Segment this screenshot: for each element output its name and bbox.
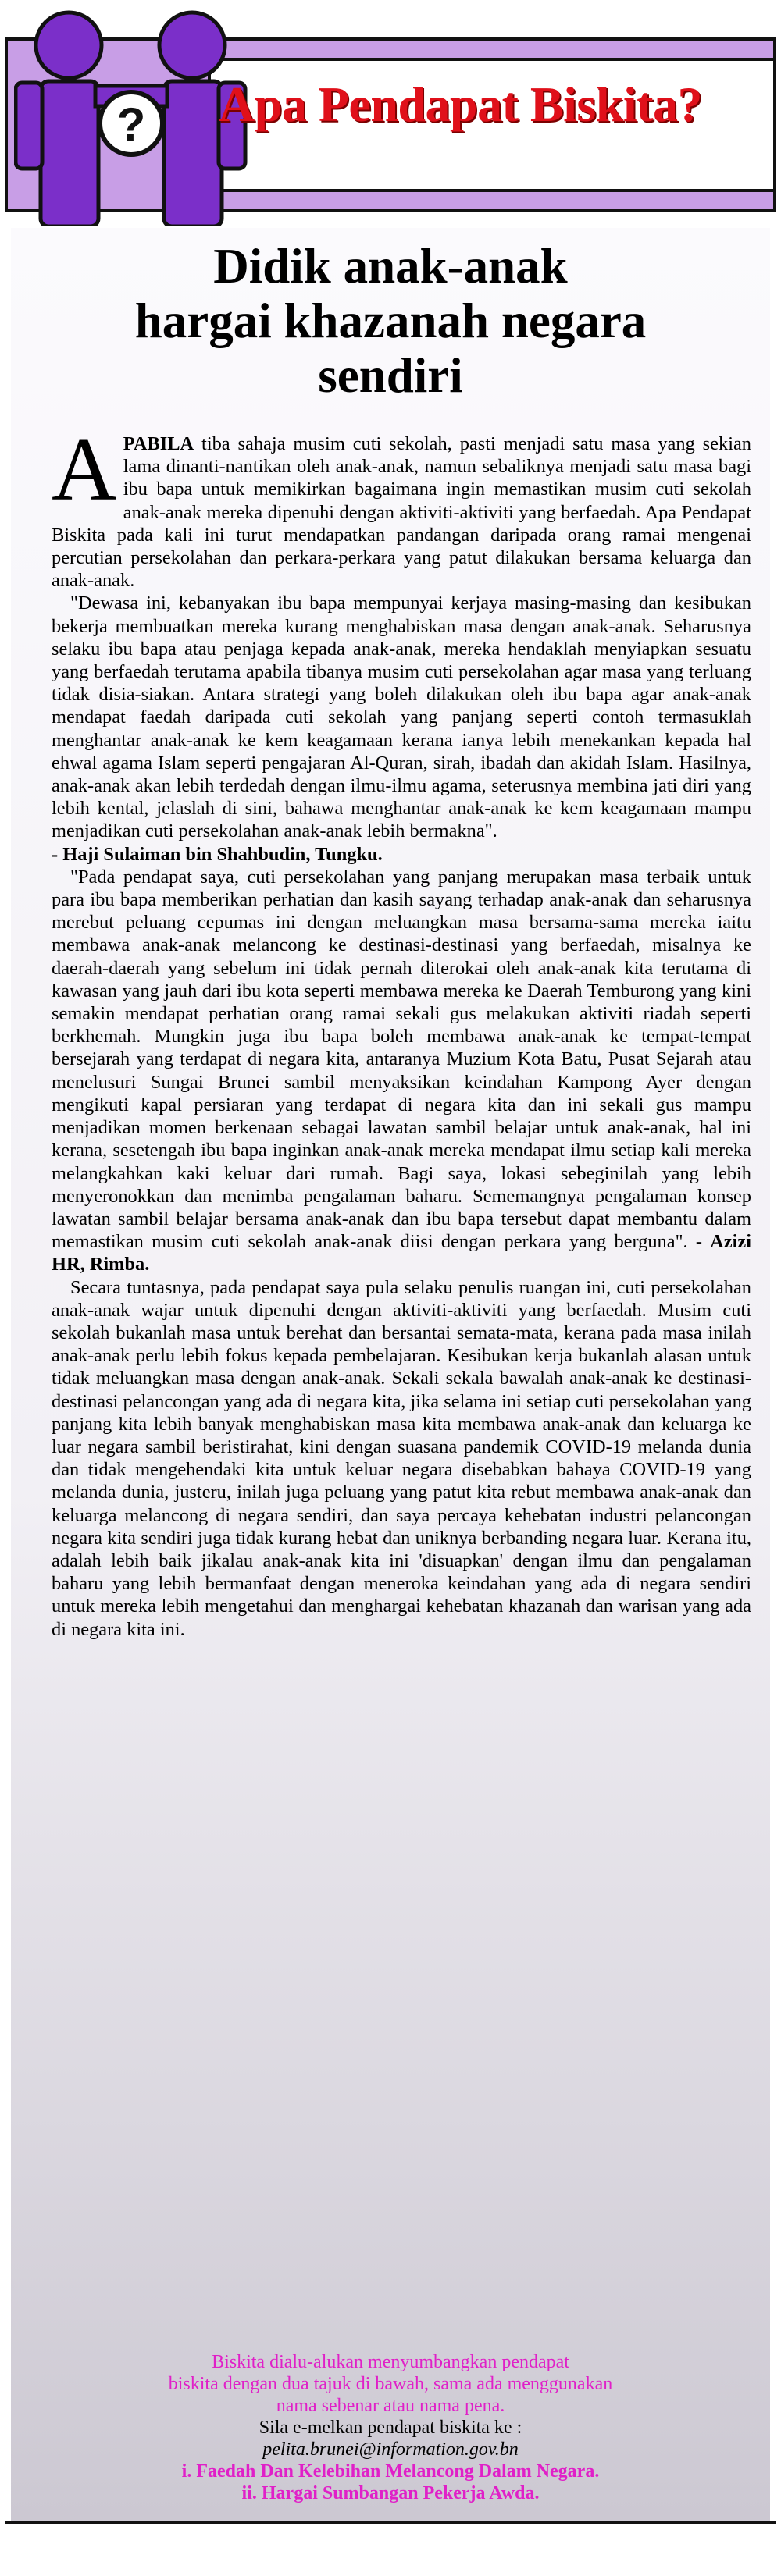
submission-footer [11, 2351, 770, 2504]
headline-line-1: Didik anak-anak [213, 239, 568, 294]
email-label: Sila e-melkan pendapat biskita ke : [259, 2418, 522, 2438]
headline [11, 239, 770, 403]
headline-line-3: sendiri [318, 348, 463, 403]
topic-1: i. Faedah Dan Kelebihan Melancong Dalam Negara. [181, 2461, 600, 2482]
lead-word: PABILA [123, 433, 194, 454]
intro-text: tiba sahaja musim cuti sekolah, pasti menjadi satu masa yang sekian lama dinanti-nantikan oleh anak-anak, namun sebaliknya menjadi satu masa bagi ibu bapa untuk memikirkan bagaimana ingin memastikan musim cuti sekolah anak-anak mereka dipenuhi dengan aktiviti-aktiviti yang berfaedah. Apa Pendapat Biskita pada kali ini turut mendapatkan pandangan daripada orang ramai mengenai percutian persekolahan dan perkara-perkara yang patut dilakukan bersama keluarga dan anak-anak. [52, 433, 751, 592]
two-people-question-icon [14, 5, 248, 226]
invite-line-3: nama sebenar atau nama pena. [276, 2396, 505, 2416]
paragraph-opinion-1: "Dewasa ini, kebanyakan ibu bapa mempunyai kerjaya masing-masing dan kesibukan bekerja membuatkan mereka kurang menghabiskan masa dengan anak-anak. Seharusnya selaku ibu bapa atau penjaga kepada anak-anak, mereka hendaklah menyiapkan sesuatu yang berfaedah terutama apabila tibanya musim cuti persekolahan agar masa yang terluang tidak disia-siakan. Antara strategi yang boleh dilakukan oleh ibu bapa agar anak-anak mendapat faedah daripada cuti sekolah yang panjang seperti contoh termasuklah menghantar anak-anak ke kem keagamaan kerana ianya lebih menekankan kepada hal ehwal agama Islam seperti pengajaran Al-Quran, sirah, ibadah dan akidah Islam. Hasilnya, anak-anak akan lebih terdedah dengan ilmu-ilmu agama, seterusnya membina jati diri yang lebih kental, jelaslah di sini, bahawa menghantar anak-anak ke kem keagamaan mampu menjadikan cuti persekolahan anak-anak lebih bermakna". [52, 592, 751, 842]
paragraph-conclusion: Secara tuntasnya, pada pendapat saya pula selaku penulis ruangan ini, cuti persekolahan anak-anak wajar untuk dipenuhi dengan aktiviti-aktiviti yang berfaedah. Musim cuti sekolah bukanlah masa untuk berehat dan bersantai semata-mata, kerana pada masa inilah anak-anak perlu lebih fokus kepada pembelajaran. Kesibukan kerja bukanlah alasan untuk tidak meluangkan masa dengan anak-anak. Sekali sekala bawalah anak-anak ke destinasi-destinasi pelancongan yang ada di negara kita, jika selama ini setiap cuti persekolahan yang panjang kita lebih banyak menghabiskan masa kita membawa anak-anak dan keluarga ke luar negara sambil beristirahat, kini dengan suasana pandemik COVID-19 melanda dunia dan tidak mengehendaki kita untuk keluar negara disebabkan bahaya COVID-19 yang melanda dunia, justeru, inilah juga peluang yang patut kita rebut membawa anak-anak dan keluarga melancong di negara sendiri, dan saya percaya kehebatan industri pelancongan negara kita sendiri juga tidak kurang hebat dan uniknya berbanding negara luar. Kerana itu, adalah lebih baik jikalau anak-anak kita ini 'disuapkan' dengan ilmu dan pengalaman baharu yang lebih bermanfaat dengan meneroka keindahan yang ada di negara sendiri untuk mereka lebih mengetahui dan menghargai kehebatan khazanah dan warisan yang ada di negara kita ini. [52, 1276, 751, 1640]
drop-cap: A [52, 420, 117, 520]
bottom-border [5, 2521, 776, 2524]
question-mark: ? [116, 98, 146, 151]
topic-2: ii. Hargai Sumbangan Pekerja Awda. [241, 2483, 540, 2503]
invite-line-2: biskita dengan dua tajuk di bawah, sama ada menggunakan [168, 2374, 613, 2394]
column-title: Apa Pendapat Biskita? [219, 76, 702, 132]
attribution-2: Azizi HR, Rimba. [52, 1231, 751, 1276]
paragraph-opinion-2 [52, 866, 751, 1276]
paragraph-intro [52, 420, 751, 592]
opinion-2-text: "Pada pendapat saya, cuti persekolahan yang panjang merupakan masa terbaik untuk para ibu bapa memberikan perhatian dan kasih sayang terhadap anak-anak dan seharusnya merebut peluang cepumas ini dengan meluangkan masa bersama-sama mereka iaitu membawa anak-anak melancong ke destinasi-destinasi yang berfaedah, misalnya ke daerah-daerah yang sebelum ini tidak pernah diterokai oleh anak-anak kita terutama di kawasan yang jauh dari ibu kota seperti membawa mereka ke Daerah Temburong yang kini semakin mendapat perhatian orang ramai sekali gus melakukan aktiviti riadah seperti berkhemah. Mungkin juga ibu bapa boleh membawa anak-anak ke tempat-tempat bersejarah yang terdapat di negara kita, antaranya Muzium Kota Batu, Pusat Sejarah atau menelusuri Sungai Brunei sambil menyaksikan keindahan Kampong Ayer dengan mengikuti kapal persiaran yang terdapat di negara kita dan ini sekali gus mampu menjadikan momen berkenaan sebagai lawatan sambil belajar untuk anak-anak, hal ini kerana, sesetengah ibu bapa inginkan anak-anak mereka mendapat ilmu setiap kali mereka melangkahkan kaki keluar dari rumah. Bagi saya, lokasi sebeginilah yang lebih menyeronokkan dan menimba pengalaman baharu. Sememangnya pengalaman konsep lawatan sambil belajar bersama anak-anak dan ibu bapa tersebut dapat membantu dalam memastikan musim cuti sekolah anak-anak diisi dengan perkara yang berguna". - [52, 866, 751, 1253]
article-area [11, 228, 770, 2521]
email-address: pelita.brunei@information.gov.bn [262, 2439, 519, 2460]
column-header [0, 0, 781, 226]
headline-line-2: hargai khazanah negara [134, 294, 647, 348]
attribution-1: - Haji Sulaiman bin Shahbudin, Tungku. [52, 843, 383, 865]
invite-line-1: Biskita dialu-alukan menyumbangkan pendapat [212, 2352, 569, 2372]
article-body [52, 420, 751, 1641]
